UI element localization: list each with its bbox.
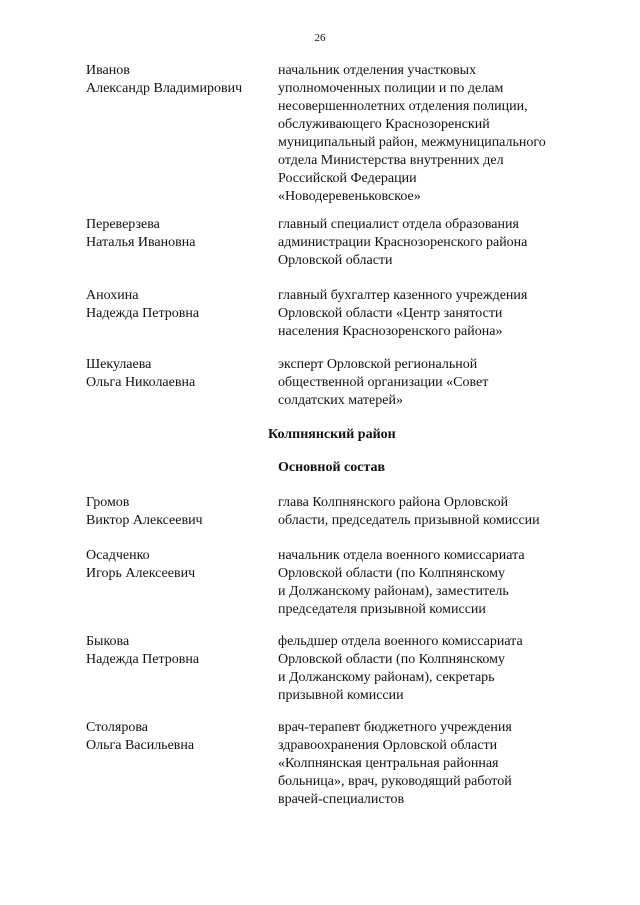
position-line: обслуживающего Краснозоренский xyxy=(278,117,490,132)
member-surname: Иванов xyxy=(86,63,130,78)
position-line: главный специалист отдела образования xyxy=(278,217,519,232)
position-line: населения Краснозоренского района» xyxy=(278,324,503,339)
member-surname: Переверзева xyxy=(86,217,160,232)
member-name xyxy=(86,494,271,530)
member-name xyxy=(86,287,271,323)
position-line: уполномоченных полиции и по делам xyxy=(278,81,504,96)
position-line: эксперт Орловской региональной xyxy=(278,357,478,372)
position-line: Российской Федерации xyxy=(278,171,417,186)
member-name xyxy=(86,216,271,252)
district-heading: Колпнянский район xyxy=(268,427,396,442)
member-given-names: Виктор Алексеевич xyxy=(86,513,203,528)
position-line: начальник отдела военного комиссариата xyxy=(278,548,525,563)
position-line: и Должанскому районам), заместитель xyxy=(278,584,509,599)
member-given-names: Надежда Петровна xyxy=(86,306,200,321)
member-given-names: Наталья Ивановна xyxy=(86,235,196,250)
position-line: несовершеннолетних отделения полиции, xyxy=(278,99,528,114)
member-position xyxy=(278,287,573,341)
position-line: «Колпнянская центральная районная xyxy=(278,756,499,771)
position-line: врач-терапевт бюджетного учреждения xyxy=(278,720,512,735)
position-line: начальник отделения участковых xyxy=(278,63,477,78)
member-given-names: Надежда Петровна xyxy=(86,652,200,667)
member-surname: Осадченко xyxy=(86,548,150,563)
position-line: здравоохранения Орловской области xyxy=(278,738,498,753)
member-name xyxy=(86,356,271,392)
position-line: общественной организации «Совет xyxy=(278,375,489,390)
position-line: Орловской области (по Колпнянскому xyxy=(278,566,505,581)
member-position xyxy=(278,356,573,410)
member-given-names: Александр Владимирович xyxy=(86,81,243,96)
member-name xyxy=(86,719,271,755)
position-line: администрации Краснозоренского района xyxy=(278,235,528,250)
member-position xyxy=(278,633,573,705)
position-line: отдела Министерства внутренних дел xyxy=(278,153,504,168)
member-surname: Шекулаева xyxy=(86,357,152,372)
member-position xyxy=(278,547,573,619)
member-position xyxy=(278,719,573,809)
section-heading: Основной состав xyxy=(278,460,386,475)
member-given-names: Ольга Николаевна xyxy=(86,375,196,390)
position-line: Орловской области «Центр занятости xyxy=(278,306,503,321)
position-line: муниципальный район, межмуниципального xyxy=(278,135,546,150)
position-line: глава Колпнянского района Орловской xyxy=(278,495,509,510)
position-line: солдатских матерей» xyxy=(278,393,403,408)
page-number: 26 xyxy=(314,32,326,44)
member-position xyxy=(278,494,573,530)
member-name xyxy=(86,633,271,669)
member-surname: Анохина xyxy=(86,288,139,303)
position-line: Орловской области (по Колпнянскому xyxy=(278,652,505,667)
member-name xyxy=(86,547,271,583)
position-line: Орловской области xyxy=(278,253,393,268)
member-given-names: Игорь Алексеевич xyxy=(86,566,196,581)
position-line: председателя призывной комиссии xyxy=(278,602,486,617)
member-surname: Столярова xyxy=(86,720,148,735)
member-given-names: Ольга Васильевна xyxy=(86,738,195,753)
member-surname: Громов xyxy=(86,495,130,510)
member-position xyxy=(278,216,573,270)
position-line: врачей-специалистов xyxy=(278,792,405,807)
position-line: области, председатель призывной комиссии xyxy=(278,513,540,528)
position-line: и Должанскому районам), секретарь xyxy=(278,670,495,685)
position-line: призывной комиссии xyxy=(278,688,404,703)
member-surname: Быкова xyxy=(86,634,130,649)
member-name xyxy=(86,62,271,98)
position-line: «Новодеревеньковское» xyxy=(278,189,421,204)
position-line: главный бухгалтер казенного учреждения xyxy=(278,288,528,303)
position-line: фельдшер отдела военного комиссариата xyxy=(278,634,523,649)
member-position xyxy=(278,62,573,206)
position-line: больница», врач, руководящий работой xyxy=(278,774,512,789)
